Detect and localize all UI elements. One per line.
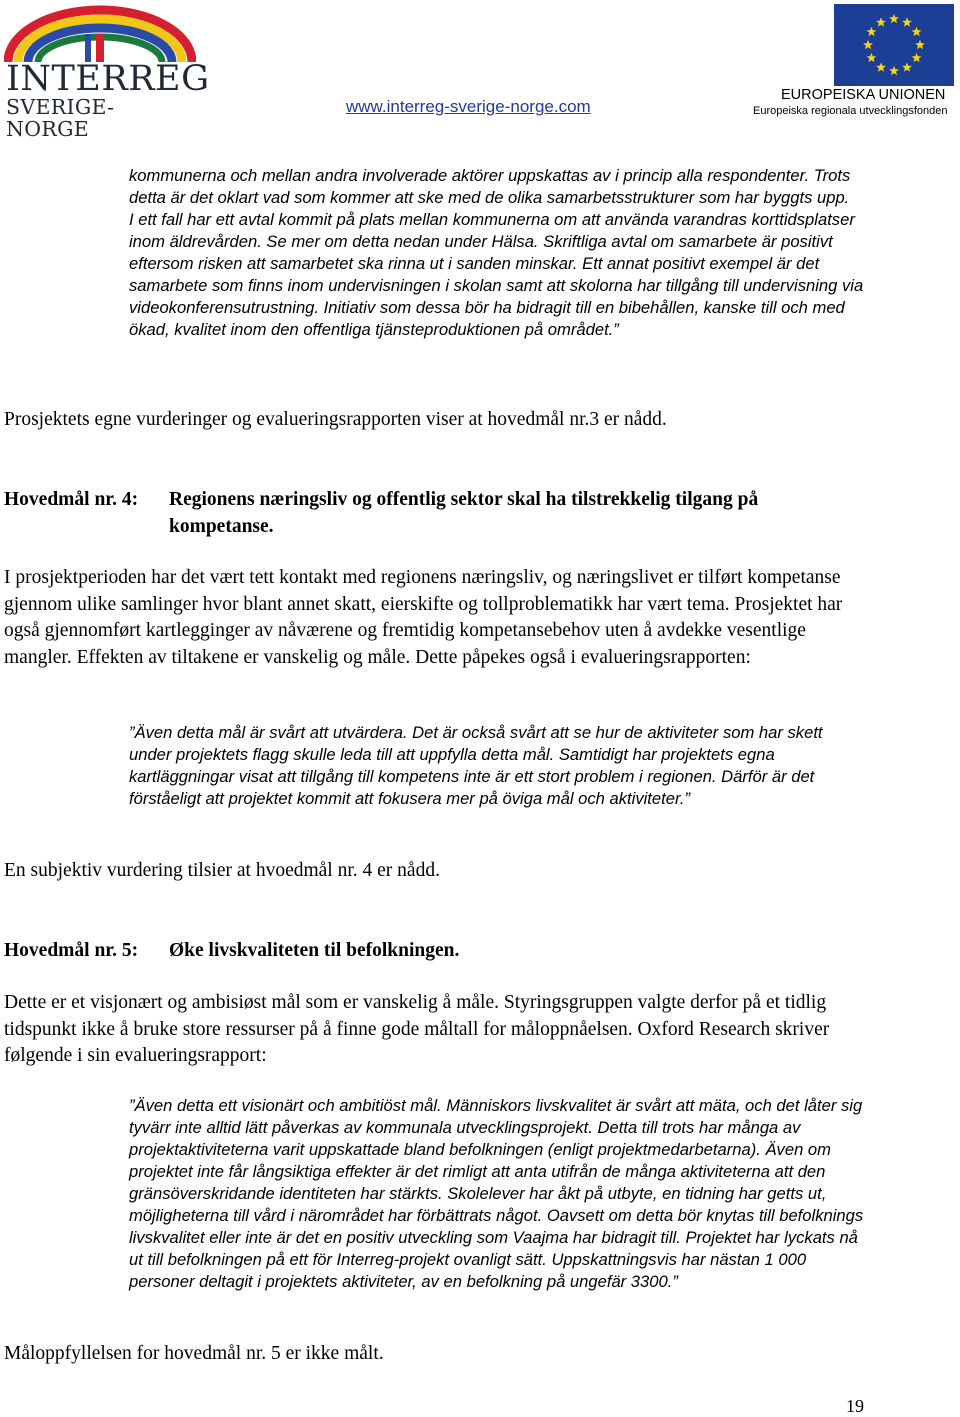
eu-title: EUROPEISKA UNIONEN <box>781 87 946 103</box>
paragraph: Dette er et visjonært og ambisiøst mål som er vanskelig å måle. Styringsgruppen valgte derfor på et tidlig tidspunkt ikke å bruke store ressurser på å finne gode måltall for måloppnåelsen. Oxford Research skriver følgende i sin evalueringsrapport: <box>4 992 830 1066</box>
quote-text: ”Även detta ett visionärt och ambitiöst mål. Människors livskvalitet är svårt att mäta, och det låter sig tyvärr inte alltid lätt påverkas av kommunala utvecklingsprojekt. Detta till trots har många av projektaktiviteterna varit uppskattade bland befolkningen (enligt projektmedarbetarna). Även om projektet inte får långsiktiga effekter är det rimligt att anta utifrån de många aktiviteterna att den gränsöverskridande identiteten har stärkts. Skolelever har åkt på utbyte, en tidning har getts ut, möjligheterna till vård i närområdet har förbättrats något. Oavsett om detta bör knytas till befolknings livskvalitet eller inte är det en positiv utveckling som Vaajma har bidragit till. Projektet har lyckats nå ut till befolkningen på ett för Interreg-projekt ovanligt sätt. Uppskattningsvis har nästan 1 000 personer deltagit i projektets aktiviteter, av en befolkning på ungefär 3300.” <box>129 1096 864 1291</box>
interreg-logo <box>4 4 210 141</box>
interreg-logo-arcs-icon <box>4 4 196 64</box>
logo-subtitle: SVERIGE-NORGE <box>6 95 115 141</box>
quote-block-2 <box>129 722 869 810</box>
paragraph: I prosjektperioden har det vært tett kontakt med regionens næringsliv, og næringslivet er tilført kompetanse gjennom ulike samlinger hvor blant annet skatt, eierskifte og tollproblematikk har vært tema. Prosjektet har også gjennomført kartlegginger av nåværene og fremtidig kompetansebehov uten å avdekke vesentlige mangler. Effekten av tiltakene er vanskelig og måle. Dette påpekes også i evalueringsrapporten: <box>4 567 843 668</box>
quote-text: ”Även detta mål är svårt att utvärdera. Det är också svårt att se hur de aktiviteter som har skett under projektets flagg skulle leda till att uppfylla detta mål. Samtidigt har projektets egna kartläggningar visat att tillgång till kompetens inte är ett stort problem i regionen. Därför är det förståeligt att projektet kommit att fokusera mer på öviga mål och aktiviteter.” <box>129 723 823 808</box>
heading-text: Regionens næringsliv og offentlig sektor skal ha tilstrekkelig tilgang på <box>169 489 759 510</box>
quote-text: kommunerna och mellan andra involverade aktörer uppskattas av i princip alla respondenter. Trots detta är det oklart vad som kommer att ske med de olika samarbetsstrukturer som har byggts upp. I ett fall har ett avtal kommit på plats mellan kommunerna om att använda varandras korttidsplatser inom äldrevården. Se mer om detta nedan under Hälsa. Skriftliga avtal om samarbete är positivt eftersom risken att samarbetet ska rinna ut i sanden minskar. Ett annat positivt exempel är det samarbete som finns inom undervisningen i skolan samt att skolorna har tillgång till undervisning via videokonferensutrustning. Initiativ som dessa bör ha bidragit till en bibehållen, kanske till och med ökad, kvalitet inom den offentliga tjänsteproduktionen på området.” <box>129 166 864 339</box>
paragraph: En subjektiv vurdering tilsier at hvoedmål nr. 4 er nådd. <box>4 860 440 881</box>
quote-block-3 <box>129 1095 874 1293</box>
quote-block-1 <box>129 165 869 341</box>
eu-fund-subtitle: Europeiska regionala utvecklingsfonden <box>753 105 948 117</box>
website-link[interactable]: www.interreg-sverige-norge.com <box>346 97 591 116</box>
heading-text-cont: kompetanse. <box>169 515 274 537</box>
heading-label: Hovedmål nr. 5: <box>4 940 139 961</box>
logo-wordmark: INTERREG <box>6 59 210 99</box>
paragraph: Prosjektets egne vurderinger og evalueringsrapporten viser at hovedmål nr.3 er nådd. <box>4 409 667 430</box>
heading-text: Øke livskvaliteten til befolkningen. <box>169 940 460 961</box>
section-heading-goal-4 <box>4 487 884 540</box>
paragraph: Måloppfyllelsen for hovedmål nr. 5 er ikke målt. <box>4 1343 384 1364</box>
heading-label: Hovedmål nr. 4: <box>4 489 139 510</box>
eu-flag-icon <box>834 4 954 86</box>
page-number: 19 <box>846 1396 864 1416</box>
section-heading-goal-5 <box>4 938 884 965</box>
